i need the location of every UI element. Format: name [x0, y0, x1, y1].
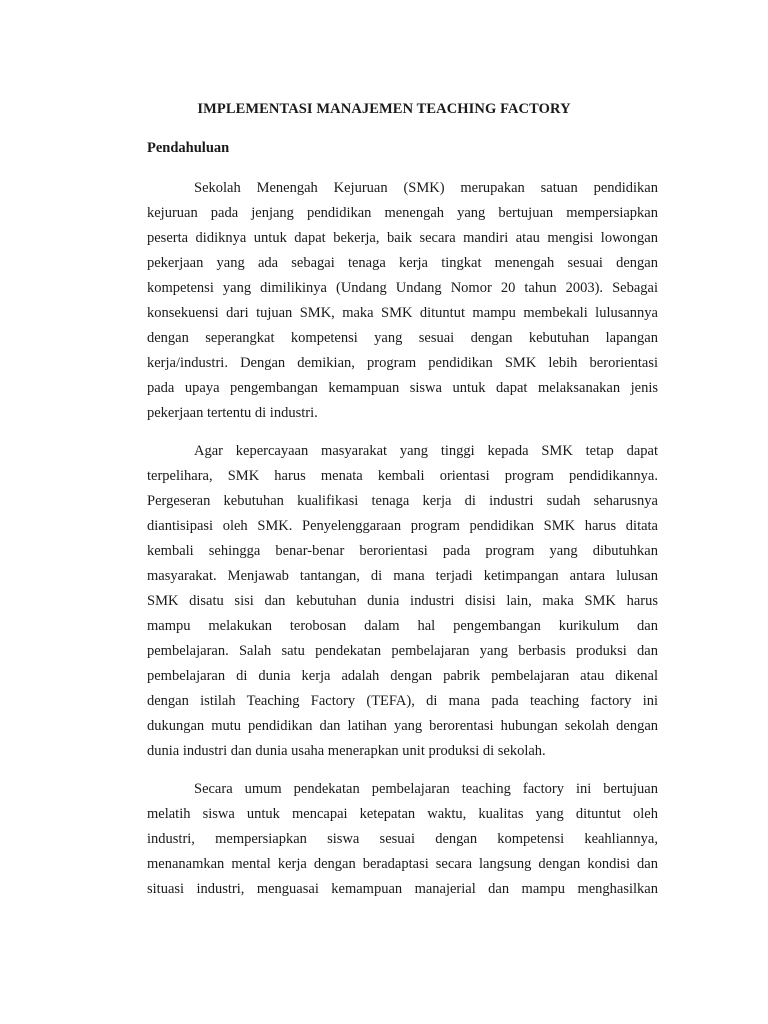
text-line: kejuruan pada jenjang pendidikan menengah yang bertujuan mempersiapkan [147, 205, 658, 221]
text-line: Sekolah Menengah Kejuruan (SMK) merupakan satuan pendidikan [194, 180, 658, 196]
text-line: mampu melakukan terobosan dalam hal pengembangan kurikulum dan [147, 618, 658, 634]
text-line: menanamkan mental kerja dengan beradaptasi secara langsung dengan kondisi dan [147, 856, 658, 872]
text-line: situasi industri, menguasai kemampuan manajerial dan mampu menghasilkan [147, 881, 658, 897]
text-line: Secara umum pendekatan pembelajaran teaching factory ini bertujuan [194, 781, 658, 797]
text-line: pekerjaan yang ada sebagai tenaga kerja tingkat menengah sesuai dengan [147, 255, 658, 271]
text-line: SMK disatu sisi dan kebutuhan dunia industri disisi lain, maka SMK harus [147, 593, 658, 609]
text-line: kompetensi yang dimilikinya (Undang Undang Nomor 20 tahun 2003). Sebagai [147, 280, 658, 296]
text-line: masyarakat. Menjawab tantangan, di mana terjadi ketimpangan antara lulusan [147, 568, 658, 584]
text-line: pekerjaan tertentu di industri. [147, 405, 318, 421]
text-line: dengan istilah Teaching Factory (TEFA), di mana pada teaching factory ini [147, 693, 658, 709]
text-line: pada upaya pengembangan kemampuan siswa untuk dapat melaksanakan jenis [147, 380, 658, 396]
text-line: melatih siswa untuk mencapai ketepatan waktu, kualitas yang dituntut oleh [147, 806, 658, 822]
text-line: terpelihara, SMK harus menata kembali orientasi program pendidikannya. [147, 468, 658, 484]
text-line: kembali sehingga benar-benar berorientasi pada program yang dibutuhkan [147, 543, 658, 559]
text-line: diantisipasi oleh SMK. Penyelenggaraan program pendidikan SMK harus ditata [147, 518, 658, 534]
section-heading: Pendahuluan [147, 140, 230, 156]
text-line: dukungan mutu pendidikan dan latihan yang berorentasi hubungan sekolah dengan [147, 718, 658, 734]
text-line: pembelajaran. Salah satu pendekatan pembelajaran yang berbasis produksi dan [147, 643, 658, 659]
text-line: dengan seperangkat kompetensi yang sesuai dengan kebutuhan lapangan [147, 330, 658, 346]
text-line: dunia industri dan dunia usaha menerapkan unit produksi di sekolah. [147, 743, 546, 759]
text-line: kerja/industri. Dengan demikian, program pendidikan SMK lebih berorientasi [147, 355, 658, 371]
document-title: IMPLEMENTASI MANAJEMEN TEACHING FACTORY [197, 101, 571, 117]
text-line: pembelajaran di dunia kerja adalah dengan pabrik pembelajaran atau dikenal [147, 668, 658, 684]
text-line: industri, mempersiapkan siswa sesuai dengan kompetensi keahliannya, [147, 831, 658, 847]
text-line: Pergeseran kebutuhan kualifikasi tenaga kerja di industri sudah seharusnya [147, 493, 658, 509]
text-line: Agar kepercayaan masyarakat yang tinggi kepada SMK tetap dapat [194, 443, 658, 459]
text-line: konsekuensi dari tujuan SMK, maka SMK dituntut mampu membekali lulusannya [147, 305, 658, 321]
text-line: peserta didiknya untuk dapat bekerja, baik secara mandiri atau mengisi lowongan [147, 230, 658, 246]
